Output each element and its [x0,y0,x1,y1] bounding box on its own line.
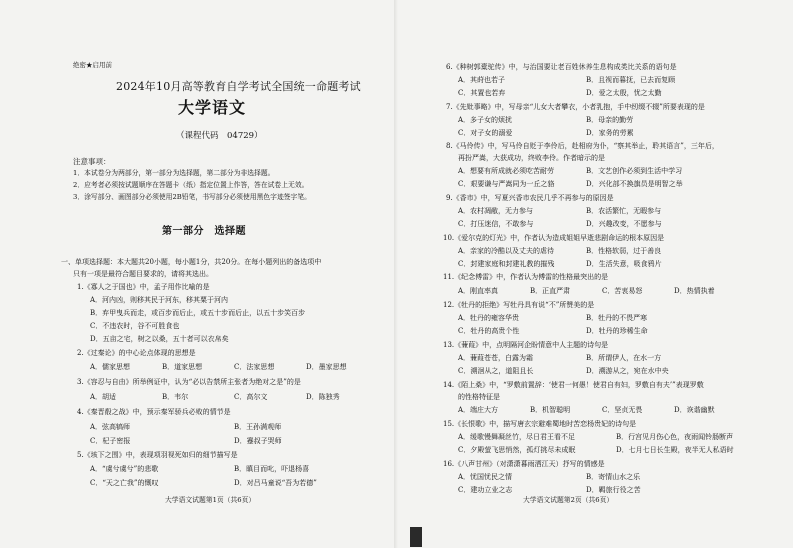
answer-option: C．溯洄从之，道阻且长 [458,367,534,375]
answer-option: D．七月七日长生殿，夜半无人私语时 [616,446,734,454]
question-text-continued: 的性格特征是 [458,393,500,401]
answer-option: D．对吕马童说“吾为若德” [234,479,317,487]
answer-option: B．文艺创作必须到生活中学习 [586,167,683,175]
answer-option: B．所谓伊人，在水一方 [586,354,662,362]
question-text: 8.《马伶传》中，写马伶自贬于李伶后，赴相府为仆，“察其举止，聆其语言”，三年后， [446,142,719,150]
question-text: 3.《容忍与自由》所举例证中，认为“必以告禁所主张者为绝对之是”的是 [77,378,301,386]
answer-option: A．儒家思想 [90,363,131,371]
scan-registration-mark [410,527,422,547]
answer-option: D．羁旅行役之苦 [586,486,641,494]
answer-option: A．“虞兮虞兮”的悲歌 [90,465,159,473]
question-text: 9.《香市》中，写夏兴香市农民几乎不再参与的原因是 [446,194,614,202]
question-text: 4.《秦晋殽之战》中，预示秦军骄兵必败的情节是 [77,408,231,416]
answer-option: A．刚直率真 [458,287,499,295]
answer-option: D．兴化部不换旗员是明智之举 [586,180,683,188]
answer-option: C．牡丹的高贵个性 [458,327,520,335]
answer-option: A．想要有所成就必须吃苦耐劳 [458,167,555,175]
answer-option: D．诙谐幽默 [674,406,715,414]
question-text: 16.《八声甘州》（对潇潇暮雨洒江天）抒写的情感是 [443,460,605,468]
question-text: 11.《纪念傅雷》中，作者认为傅雷的性格最突出的是 [443,273,609,281]
answer-option: A．其莳也若子 [458,76,506,84]
question-text: 6.《种树郭橐驼传》中，与治国要让老百姓休养生息构成类比关系的语句是 [446,63,677,71]
answer-option: C．高尔文 [234,393,268,401]
right-page [396,0,793,548]
answer-option: B．正直严肃 [530,287,571,295]
question-text: 12.《牡丹的拒绝》写牡丹具有说“不”所赞美的是 [443,301,595,309]
question-text: 14.《陌上桑》中，“罗敷前置辞：‘使君一何愚！使君自有妇，罗敷自有夫’”表现罗敷 [443,381,704,389]
notes-title: 注意事项： [73,157,111,166]
answer-option: A．牡丹的雍容华贵 [458,314,520,322]
exam-title: 2024年10月高等教育自学考试全国统一命题考试 [116,80,361,93]
answer-option: C．杞子密报 [90,437,131,445]
answer-option: A．农村凋敝，无力参与 [458,207,534,215]
answer-option: A．端庄大方 [458,406,499,414]
question-text: 5.《垓下之围》中，表现项羽视死如归的细节描写是 [77,451,238,459]
answer-option: D．蹇叔子哭师 [234,437,282,445]
answer-option: C．夕殿萤飞思悄然，孤灯挑尽未成眠 [458,446,576,454]
question-text: 7.《先妣事略》中，写母亲“儿女大者攀衣，小者乳抱，手中纫缀不辍”所要表现的是 [446,103,705,111]
answer-option: B．瞋目而叱，吓退杨喜 [234,465,310,473]
answer-option: D．生活失意，吸食鸦片 [586,260,662,268]
answer-option: B．母亲的勤劳 [586,116,634,124]
note-line: 1．本试卷分为两部分，第一部分为选择题，第二部分为非选择题。 [73,169,275,177]
answer-option: D．热情执着 [674,287,715,295]
answer-option: B．性格软弱，过于善良 [586,247,662,255]
answer-option: A．亲家的冷酷以及丈夫的虐待 [458,247,555,255]
answer-option: B．道家思想 [162,363,203,371]
answer-option: C．打压迷信，不敢参与 [458,220,534,228]
answer-option: A．弦高犒师 [90,423,131,431]
subject-title: 大学语文 [178,98,247,117]
answer-option: A．多子女的烦扰 [458,116,513,124]
answer-option: D．陈独秀 [306,393,340,401]
answer-option: B．韦尔 [162,393,189,401]
question-text: 1.《寡人之于国也》中，孟子用作比喻的是 [77,283,210,291]
page-footer: 大学语文试题第2页（共6页） [523,496,614,504]
note-line: 3．涂写部分、画图部分必须使用2B铅笔，书写部分必须使用黑色字迹签字笔。 [73,193,311,201]
mcq-instructions: 只有一项是最符合题目要求的，请将其选出。 [73,270,213,278]
answer-option: A．缓歌慢舞凝丝竹，尽日君王看不足 [458,433,576,441]
answer-option: B．农活繁忙，无暇参与 [586,207,662,215]
answer-option: C．封建家庭和封建礼教的摧残 [458,260,555,268]
secret-label: 绝密★启用前 [73,61,112,69]
answer-option: C．对子女的溺爱 [458,129,513,137]
answer-option: B．且视而暮抚，已去而复顾 [586,76,676,84]
answer-option: D．五亩之宅，树之以桑，五十者可以衣帛矣 [90,335,229,343]
answer-option: D．墨家思想 [306,363,347,371]
answer-option: B．弃甲曳兵而走，或百步而后止，或五十步而后止，以五十步笑百步 [90,309,306,317]
answer-option: C．建功立业之志 [458,486,513,494]
answer-option: B．王孙满观师 [234,423,282,431]
part-one-title: 第一部分 选择题 [162,226,246,237]
answer-option: A．河内凶，则移其民于河东，移其粟于河内 [90,296,229,304]
answer-option: C．艰要谦与严嵩同为一丘之貉 [458,180,555,188]
answer-option: A．蒹葭苍苍，白露为霜 [458,354,534,362]
answer-option: C．不违农时，谷不可胜食也 [90,322,180,330]
question-text: 2.《过秦论》的中心论点体现的思想是 [77,349,196,357]
answer-option: D．牡丹的珍稀生命 [586,327,648,335]
answer-option: C．法家思想 [234,363,275,371]
answer-option: B．寄情山水之乐 [586,473,641,481]
mcq-instructions: 一、单项选择题：本大题共20小题，每小题1分，共20分。在每小题列出的备选项中 [61,258,322,266]
page-footer: 大学语文试题第1页（共6页） [165,496,256,504]
answer-option: D．兴趣改变，不愿参与 [586,220,662,228]
question-text: 10.《爱尔克的灯光》中，作者认为造成姐姐早逝悲剧命运的根本原因是 [443,234,665,242]
answer-option: D．爱之太殷，忧之太勤 [586,89,662,97]
answer-option: C．苦衷易怒 [602,287,643,295]
question-text: 15.《长恨歌》中，描写唐玄宗避难蜀地时苦恋杨贵妃的诗句是 [443,420,637,428]
question-text: 13.《蒹葭》中，点明隔河企盼情意中人主题的诗句是 [443,341,609,349]
answer-option: A．胡适 [90,393,117,401]
course-code: （课程代码 04729） [176,131,263,141]
question-text-continued: 再扮严嵩，大获成功，终败李伶。作者暗示的是 [458,154,605,162]
answer-option: A．忧国忧民之情 [458,473,513,481]
answer-option: D．家务的劳累 [586,129,634,137]
answer-option: B．行宫见月伤心色，夜雨闻铃肠断声 [616,433,734,441]
answer-option: C．其置也若弃 [458,89,506,97]
answer-option: D．溯游从之，宛在水中央 [586,367,669,375]
left-page [0,0,396,548]
answer-option: C．“天之亡我”的慨叹 [90,479,159,487]
answer-option: B．牡丹的不畏严寒 [586,314,648,322]
note-line: 2．应考者必须按试题顺序在答题卡（纸）指定位置上作答，答在试卷上无效。 [73,181,309,189]
answer-option: C．坚贞无畏 [602,406,643,414]
answer-option: B．机智聪明 [530,406,571,414]
